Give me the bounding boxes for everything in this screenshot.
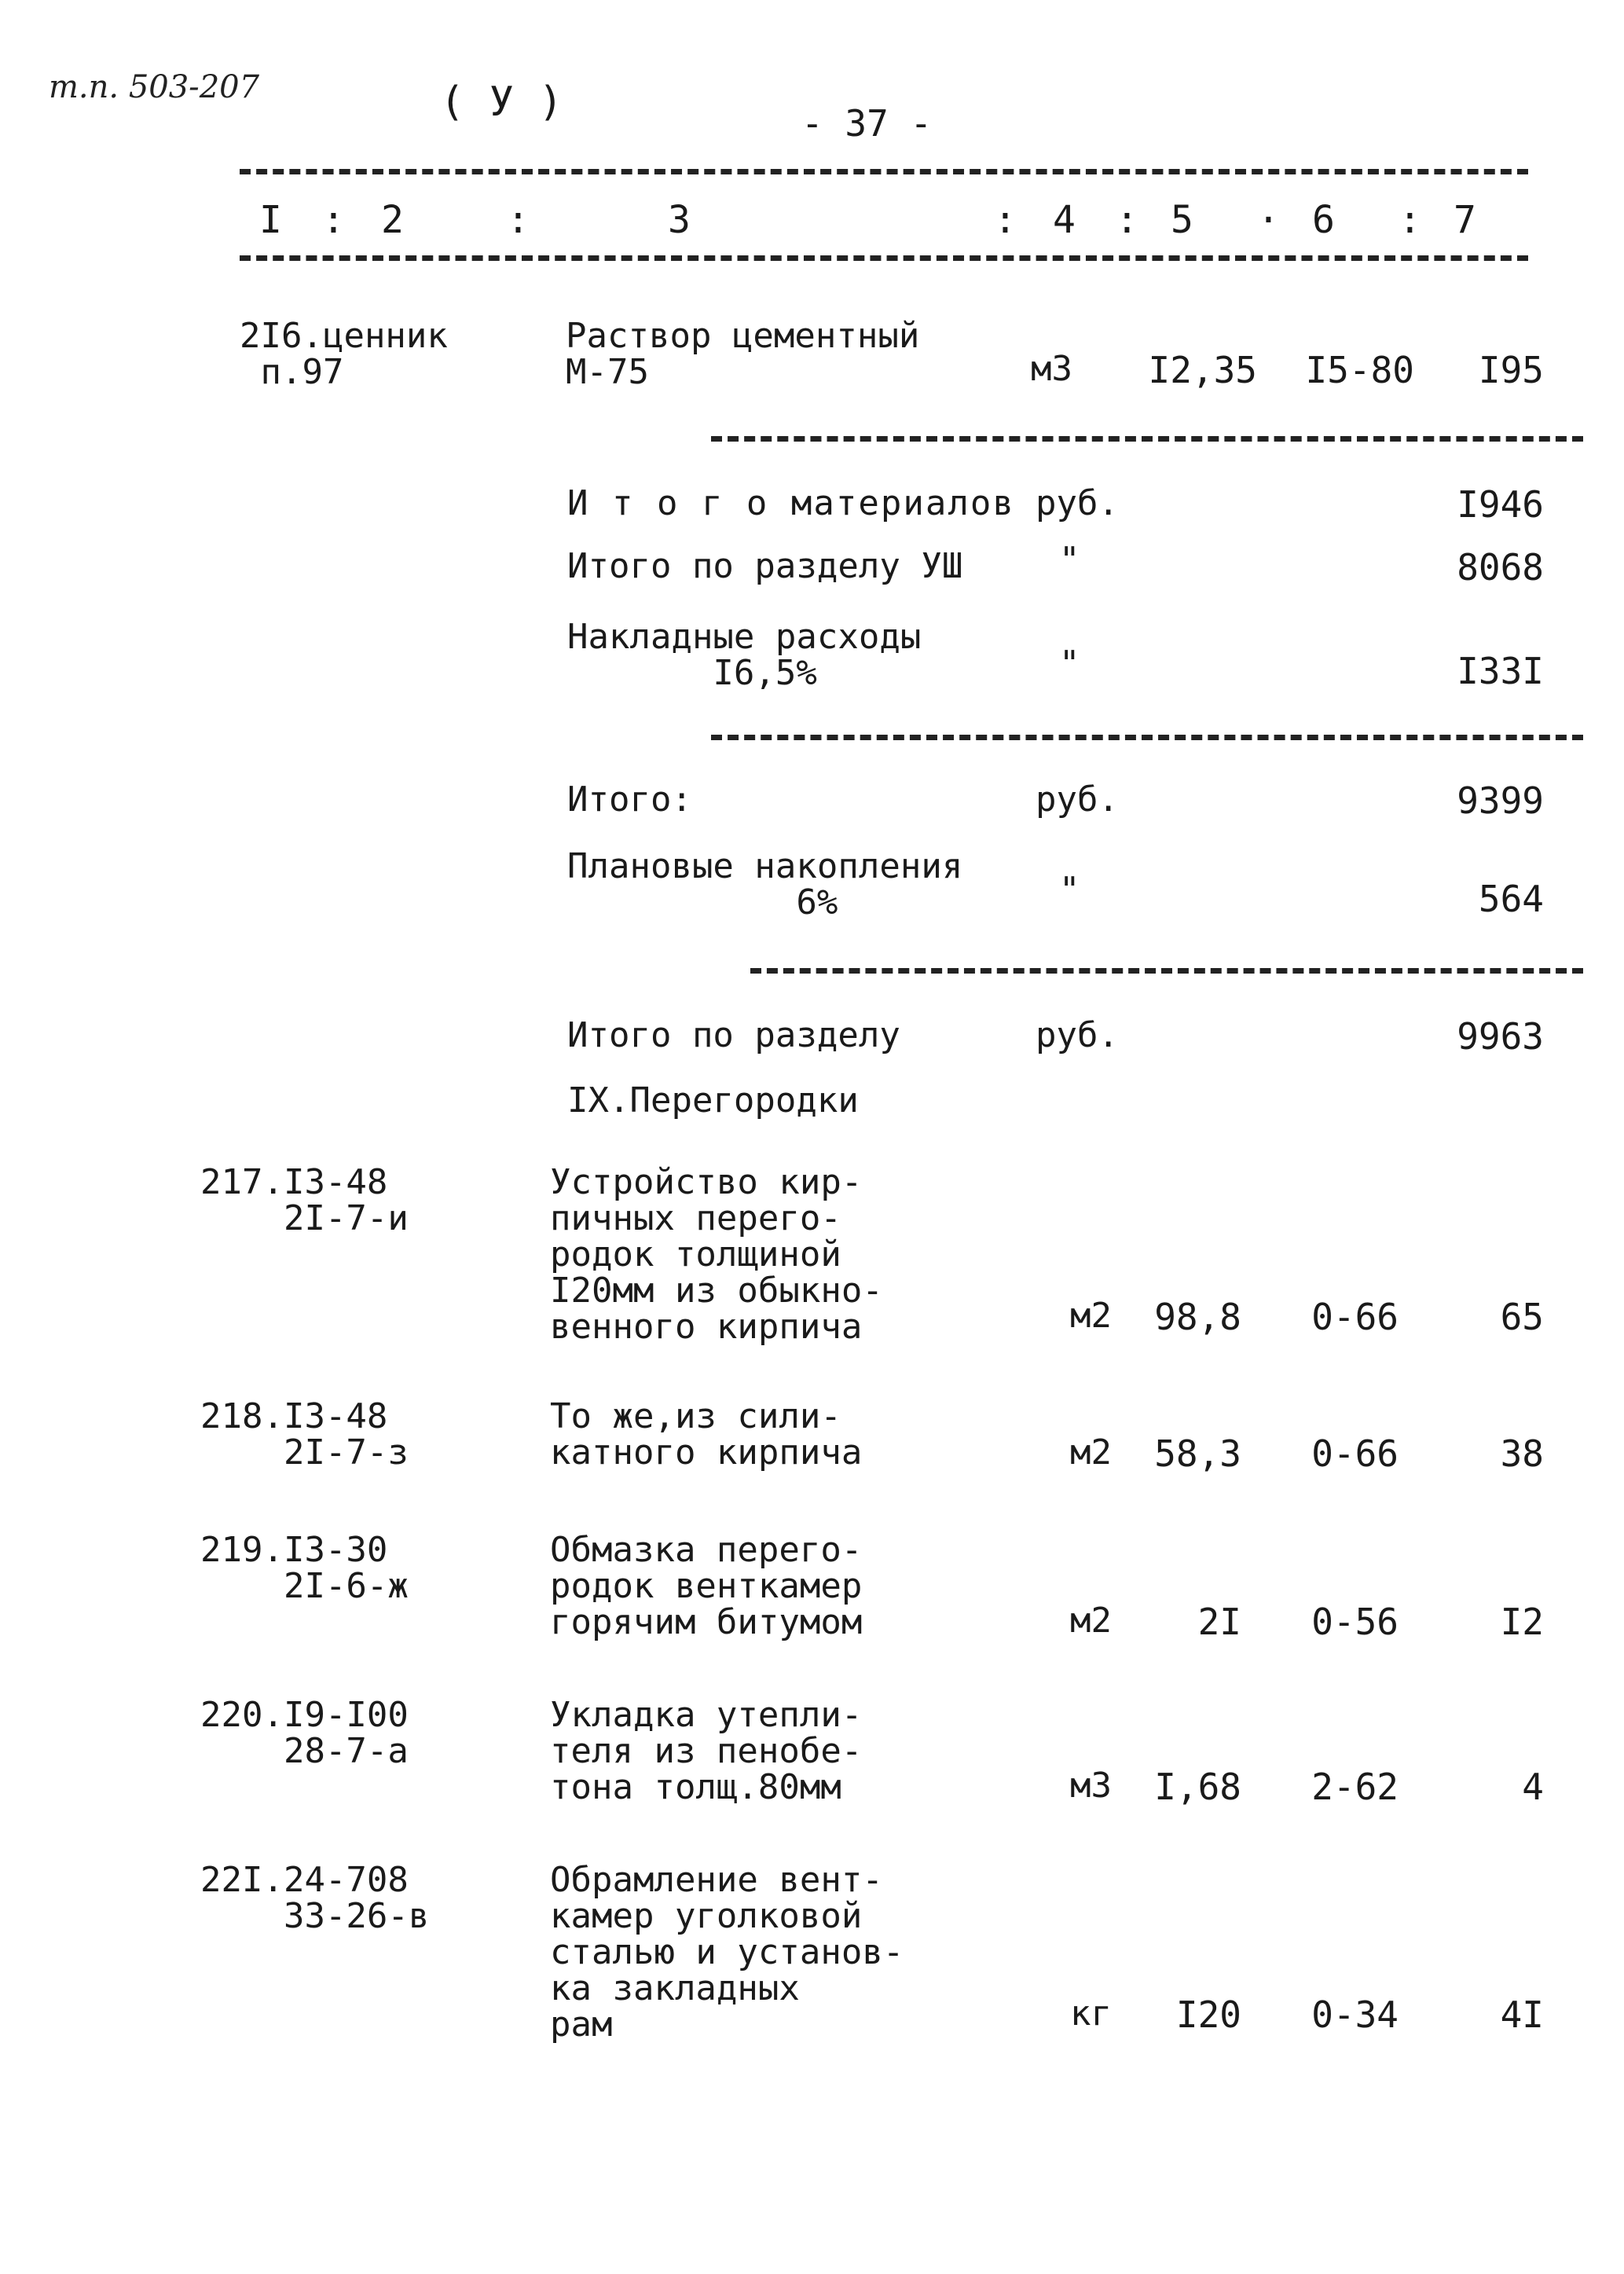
summary-unit: руб. <box>1036 779 1119 820</box>
section-mark: ( У ) <box>440 79 563 126</box>
summary-unit: руб. <box>1036 483 1119 523</box>
row-price: 0-56 <box>1311 1601 1399 1643</box>
row-code: 219.I3-30 2I-6-ж <box>200 1530 409 1606</box>
section-title: IX.Перегородки <box>567 1080 859 1120</box>
row-total: 4 <box>1522 1766 1544 1808</box>
row-unit: м3 <box>1070 1766 1112 1806</box>
subtotal-rule <box>711 436 1583 442</box>
row-unit: м2 <box>1070 1296 1112 1336</box>
row-price: 2-62 <box>1311 1766 1399 1808</box>
row-code: 217.I3-48 2I-7-и <box>200 1162 409 1238</box>
col-sep: : <box>1116 198 1138 242</box>
row-name: Раствор цементный М-75 <box>566 316 920 392</box>
row-qty: 2I <box>1197 1601 1241 1643</box>
summary-total: 9963 <box>1457 1015 1544 1058</box>
summary-label-overhead: Накладные расходы I6,5% <box>567 617 922 693</box>
header-bottom-rule <box>240 255 1528 261</box>
col-header-1: I <box>259 198 282 242</box>
summary-unit: руб. <box>1036 1015 1119 1055</box>
summary-total: I946 <box>1457 483 1544 526</box>
row-total: I95 <box>1478 349 1544 391</box>
col-header-3: 3 <box>668 198 691 242</box>
subtotal-rule <box>750 968 1583 974</box>
summary-label-profit: Плановые накопления 6% <box>567 846 963 922</box>
summary-total: 8068 <box>1457 546 1544 589</box>
row-name: То же,из сили- катного кирпича <box>550 1396 863 1473</box>
row-qty: 58,3 <box>1154 1432 1241 1475</box>
row-qty: 98,8 <box>1154 1296 1241 1338</box>
row-unit: м2 <box>1070 1432 1112 1473</box>
row-code: 22I.24-708 33-26-в <box>200 1860 430 1936</box>
row-qty: I,68 <box>1154 1766 1241 1808</box>
col-sep: : <box>1399 198 1421 242</box>
row-total: 38 <box>1500 1432 1544 1475</box>
col-sep: : <box>507 198 530 242</box>
header-top-rule <box>240 169 1528 174</box>
col-sep: : <box>994 198 1017 242</box>
row-total: I2 <box>1500 1601 1544 1643</box>
row-name: Обрамление вент- камер уголковой сталью и установ- ка закладных рам <box>550 1860 904 2045</box>
row-price: 0-66 <box>1311 1296 1399 1338</box>
summary-total: I33I <box>1457 650 1544 692</box>
row-price: 0-34 <box>1311 1993 1399 2036</box>
row-total: 65 <box>1500 1296 1544 1338</box>
page-number: - 37 - <box>801 102 933 145</box>
row-unit: кг <box>1070 1993 1112 2034</box>
summary-total: 9399 <box>1457 779 1544 822</box>
subtotal-rule <box>711 735 1583 740</box>
row-unit: м2 <box>1070 1601 1112 1641</box>
summary-label-section-total: Итого по разделу <box>567 1015 900 1055</box>
col-sep: · <box>1257 198 1280 242</box>
row-price: 0-66 <box>1311 1432 1399 1475</box>
row-price: I5-80 <box>1305 349 1414 391</box>
summary-unit: " <box>1059 540 1080 580</box>
row-name: Обмазка перего- родок венткамер горячим битумом <box>550 1530 863 1642</box>
row-code: 220.I9-I00 28-7-а <box>200 1695 409 1771</box>
col-header-7: 7 <box>1454 198 1476 242</box>
summary-label-section: Итого по разделу УШ <box>567 546 963 586</box>
col-header-6: 6 <box>1312 198 1335 242</box>
summary-total: 564 <box>1478 878 1544 920</box>
row-qty: I20 <box>1175 1993 1241 2036</box>
document-code: т.п. 503-207 <box>49 69 260 105</box>
summary-unit: " <box>1059 870 1080 910</box>
row-code: 218.I3-48 2I-7-з <box>200 1396 409 1473</box>
summary-label-total: Итого: <box>567 779 692 820</box>
row-code: 2I6.ценник п.97 <box>240 316 448 392</box>
row-name: Укладка утепли- теля из пенобе- тона толщ.80мм <box>550 1695 863 1807</box>
row-total: 4I <box>1500 1993 1544 2036</box>
col-header-2: 2 <box>381 198 404 242</box>
summary-unit: " <box>1059 644 1080 684</box>
row-qty: I2,35 <box>1148 349 1257 391</box>
col-sep: : <box>322 198 345 242</box>
row-unit: м3 <box>1031 349 1072 389</box>
col-header-5: 5 <box>1171 198 1193 242</box>
col-header-4: 4 <box>1053 198 1076 242</box>
summary-label-materials: И т о г о материалов <box>567 483 1015 523</box>
row-name: Устройство кир- пичных перего- родок толщиной I20мм из обыкно- венного кирпича <box>550 1162 883 1347</box>
